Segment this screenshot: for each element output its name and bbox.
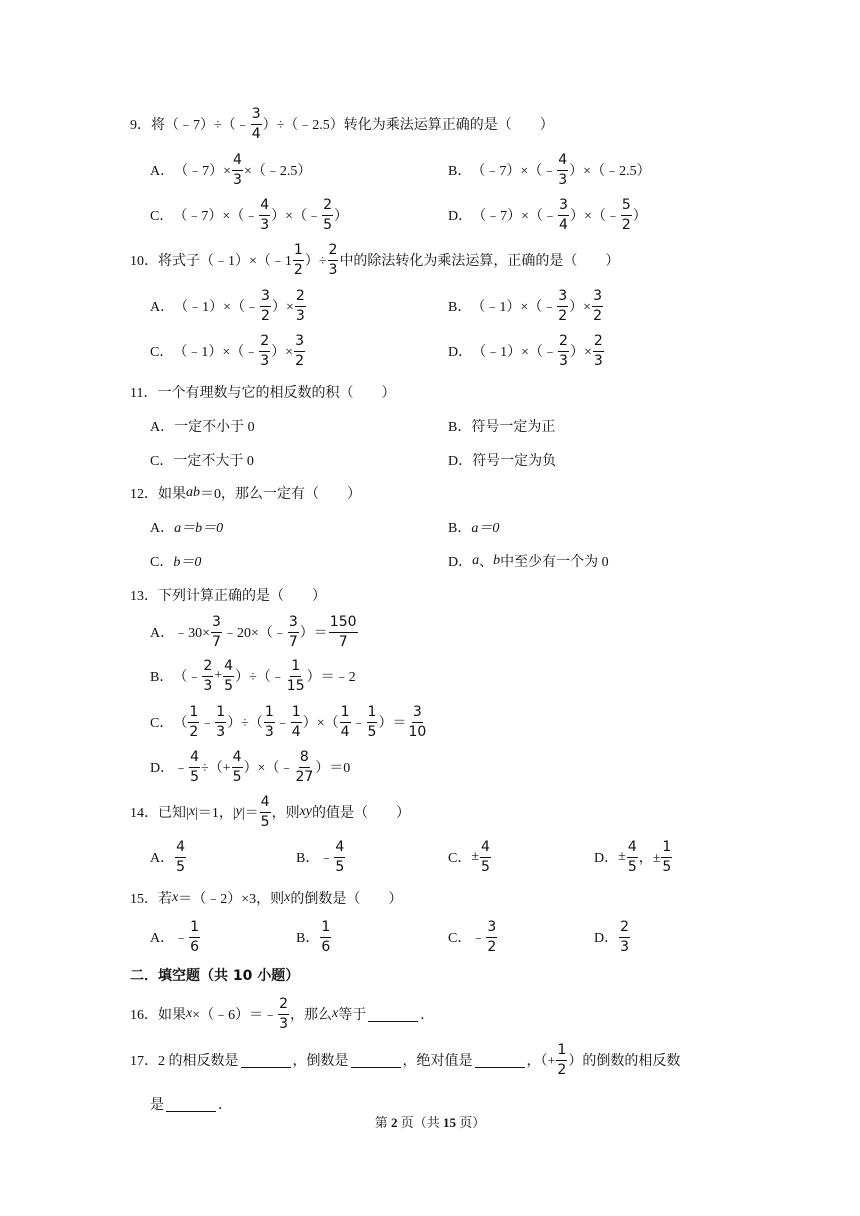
question-17: 17． 2 的相反数是 ，倒数是 ，绝对值是 ，（+ $\frac{1}{2}$ ）的倒数的相反数 xyxy=(130,1041,681,1078)
q12-option-a[interactable]: A． a＝b＝0 xyxy=(150,521,224,536)
q14-option-c[interactable]: C． ± $\frac{4}{5}$ xyxy=(448,838,490,875)
q9-option-d[interactable]: D． （﹣7）×（﹣ $\frac{3}{4}$ ）×（﹣ $\frac{5}{2}$ ） xyxy=(448,196,647,233)
q13-option-d[interactable]: D． ﹣ $\frac{4}{5}$ ÷（+ $\frac{4}{5}$ ）×（﹣ $\frac{8}{27}$ ）＝0 xyxy=(150,748,351,785)
q14-option-a[interactable]: A． $\frac{4}{5}$ xyxy=(150,838,186,875)
q13-option-a[interactable]: A． ﹣30× $\frac{3}{7}$ ﹣20×（﹣ $\frac{3}{7}$ ）＝ $\frac{150}{7}$ xyxy=(150,613,357,650)
q15-option-b[interactable]: B． $\frac{1}{6}$ xyxy=(296,918,331,955)
q15-option-d[interactable]: D． $\frac{2}{3}$ xyxy=(594,918,630,955)
answer-blank[interactable] xyxy=(166,1097,216,1112)
q11-option-b[interactable]: B．符号一定为正 xyxy=(448,420,556,435)
section-heading: 二．填空题（共 10 小题） xyxy=(130,968,300,984)
q10-option-a[interactable]: A． （﹣1）×（﹣ $\frac{3}{2}$ ）× $\frac{2}{3}$ xyxy=(150,287,305,324)
question-17-continued: 是 ． xyxy=(150,1098,232,1113)
q10-option-b[interactable]: B． （﹣1）×（﹣ $\frac{3}{2}$ ）× $\frac{3}{2}$ xyxy=(448,287,602,324)
q9-option-c[interactable]: C． （﹣7）×（﹣ $\frac{4}{3}$ ）×（﹣ $\frac{2}{5}$ ） xyxy=(150,196,348,233)
q9-option-a[interactable]: A． （﹣7）× $\frac{4}{3}$ ×（﹣2.5） xyxy=(150,151,312,188)
q10-option-c[interactable]: C． （﹣1）×（﹣ $\frac{2}{3}$ ）× $\frac{3}{2}$ xyxy=(150,332,304,369)
q12-option-d[interactable]: D． a 、 b 中至少有一个为 0 xyxy=(448,553,609,570)
fraction: $\frac{3}{4}$ xyxy=(251,105,261,142)
q14-option-b[interactable]: B． ﹣ $\frac{4}{5}$ xyxy=(296,838,345,875)
question-13: 13． 下列计算正确的是（ ） xyxy=(130,589,326,604)
q11-option-a[interactable]: A．一定不小于 0 xyxy=(150,420,255,435)
answer-blank[interactable] xyxy=(351,1053,401,1068)
question-10: 10． 将式子（﹣1）×（﹣1 $\frac{1}{2}$ ）÷ $\frac{2}{3}$ 中的除法转化为乘法运算，正确的是（ ） xyxy=(130,241,620,278)
q14-option-d[interactable]: D． ± $\frac{4}{5}$ ，± $\frac{1}{5}$ xyxy=(594,838,672,875)
answer-blank[interactable] xyxy=(475,1053,525,1068)
answer-blank[interactable] xyxy=(241,1053,291,1068)
answer-blank[interactable] xyxy=(368,1007,418,1022)
q15-option-a[interactable]: A． ﹣ $\frac{1}{6}$ xyxy=(150,918,200,955)
q12-option-b[interactable]: B． a＝0 xyxy=(448,521,500,536)
q11-option-c[interactable]: C．一定不大于 0 xyxy=(150,454,254,469)
question-9: 9． 将（﹣7）÷（﹣ $\frac{3}{4}$ ）÷（﹣2.5）转化为乘法运算正确的是（ ） xyxy=(130,105,554,142)
q15-option-c[interactable]: C． ﹣ $\frac{3}{2}$ xyxy=(448,918,497,955)
q9-option-b[interactable]: B． （﹣7）×（﹣ $\frac{4}{3}$ ）×（﹣2.5） xyxy=(448,151,651,188)
question-12: 12． 如果 ab ＝0，那么一定有（ ） xyxy=(130,485,361,502)
question-16: 16． 如果 x ×（﹣6）＝﹣ $\frac{2}{3}$ ，那么 x 等于 ． xyxy=(130,995,435,1032)
question-14: 14． 已知| x |＝1，| y |＝ $\frac{4}{5}$ ，则 xy 的值是（ ） xyxy=(130,793,411,830)
q12-option-c[interactable]: C． b＝0 xyxy=(150,555,202,570)
q10-option-d[interactable]: D． （﹣1）×（﹣ $\frac{2}{3}$ ）× $\frac{2}{3}$ xyxy=(448,332,603,369)
q11-option-d[interactable]: D．符号一定为负 xyxy=(448,454,557,469)
q13-option-b[interactable]: B． （﹣ $\frac{2}{3}$ + $\frac{4}{5}$ ）÷（﹣ $\frac{1}{15}$ ）＝﹣2 xyxy=(150,657,356,694)
question-15: 15． 若 x ＝（﹣2）×3，则 x 的倒数是（ ） xyxy=(130,890,403,907)
page-footer: 第 2 页（共 15 页） xyxy=(374,1115,486,1130)
q13-option-c[interactable]: C． （ $\frac{1}{2}$ ﹣ $\frac{1}{3}$ ）÷（ $\frac{1}{3}$ ﹣ $\frac{1}{4}$ ）×（ $\frac{1}{4}$ ﹣ $\frac{1}{5}$ ）＝ $\frac{3}{10}$ xyxy=(150,703,427,740)
question-11: 11． 一个有理数与它的相反数的积（ ） xyxy=(130,386,396,401)
